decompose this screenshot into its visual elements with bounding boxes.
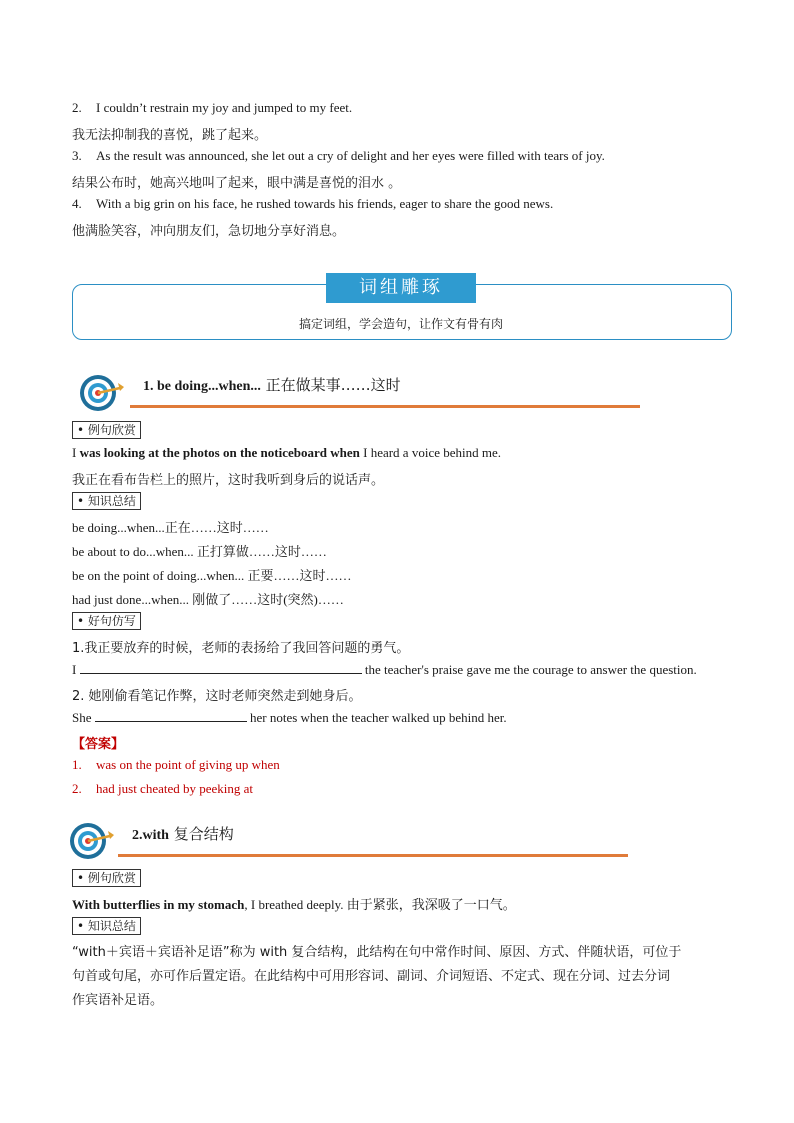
target-icon bbox=[68, 818, 114, 864]
summary-line: be about to do...when... 正打算做……这时…… bbox=[72, 544, 327, 559]
practice1-cn: 1.我正要放弃的时候，老师的表扬给了我回答问题的勇气。 bbox=[72, 641, 410, 656]
practice2-cn: 2. 她刚偷看笔记作弊，这时老师突然走到她身后。 bbox=[72, 689, 362, 704]
tag-practice-1: • 好句仿写 bbox=[72, 612, 141, 630]
sentence-2-en: 2. I couldn’t restrain my joy and jumped to my feet. bbox=[72, 100, 353, 115]
section2-divider bbox=[118, 854, 628, 857]
section2-heading: 2.with 复合结构 bbox=[132, 825, 234, 843]
section2-summary-line: 句首或句尾，亦可作后置定语。在此结构中可用形容词、副词、介词短语、不定式、现在分词、过去分词 bbox=[72, 969, 671, 984]
blank-field[interactable] bbox=[80, 661, 362, 674]
summary-line: be on the point of doing...when... 正要……这时…… bbox=[72, 568, 352, 583]
sentence-4-en: 4. With a big grin on his face, he rushed towards his friends, eager to share the good news. bbox=[72, 196, 554, 211]
sentence-4-cn: 他满脸笑容，冲向朋友们，急切地分享好消息。 bbox=[72, 224, 346, 239]
section2-summary-line: 作宾语补足语。 bbox=[72, 993, 164, 1008]
banner-title: 词组雕琢 bbox=[326, 273, 476, 303]
section1-heading: 1. be doing...when... 正在做某事……这时 bbox=[143, 376, 401, 394]
section1-divider bbox=[130, 405, 640, 408]
summary-line: be doing...when...正在……这时…… bbox=[72, 520, 269, 535]
blank-field[interactable] bbox=[95, 709, 247, 722]
tag-example-2: • 例句欣赏 bbox=[72, 869, 141, 887]
answer-item: 1. was on the point of giving up when bbox=[72, 757, 280, 772]
practice1-en: I the teacher's praise gave me the courage to answer the question. bbox=[72, 662, 697, 677]
section1-example-cn: 我正在看布告栏上的照片，这时我听到身后的说话声。 bbox=[72, 473, 385, 488]
section2-summary-line: “with＋宾语＋宾语补足语”称为 with 复合结构，此结构在句中常作时间、原因、方式、伴随状语，可位于 bbox=[72, 945, 682, 960]
sentence-3-cn: 结果公布时，她高兴地叫了起来，眼中满是喜悦的泪水 。 bbox=[72, 176, 402, 191]
section1-example-en: I was looking at the photos on the noticeboard when I heard a voice behind me. bbox=[72, 445, 501, 460]
practice2-en: She her notes when the teacher walked up behind her. bbox=[72, 710, 507, 725]
summary-line: had just done...when... 刚做了……这时(突然)…… bbox=[72, 592, 344, 607]
target-icon bbox=[78, 370, 124, 416]
answer-label: 【答案】 bbox=[72, 737, 125, 752]
banner-subtitle: 搞定词组，学会造句，让作文有骨有肉 bbox=[298, 317, 503, 331]
section2-example: With butterflies in my stomach, I breathed deeply. 由于紧张，我深吸了一口气。 bbox=[72, 897, 516, 912]
tag-summary-1: • 知识总结 bbox=[72, 492, 141, 510]
sentence-2-cn: 我无法抑制我的喜悦，跳了起来。 bbox=[72, 128, 268, 143]
sentence-3-en: 3. As the result was announced, she let out a cry of delight and her eyes were filled with tears of joy. bbox=[72, 148, 605, 163]
tag-summary-2: • 知识总结 bbox=[72, 917, 141, 935]
answer-item: 2. had just cheated by peeking at bbox=[72, 781, 254, 796]
tag-example-1: • 例句欣赏 bbox=[72, 421, 141, 439]
